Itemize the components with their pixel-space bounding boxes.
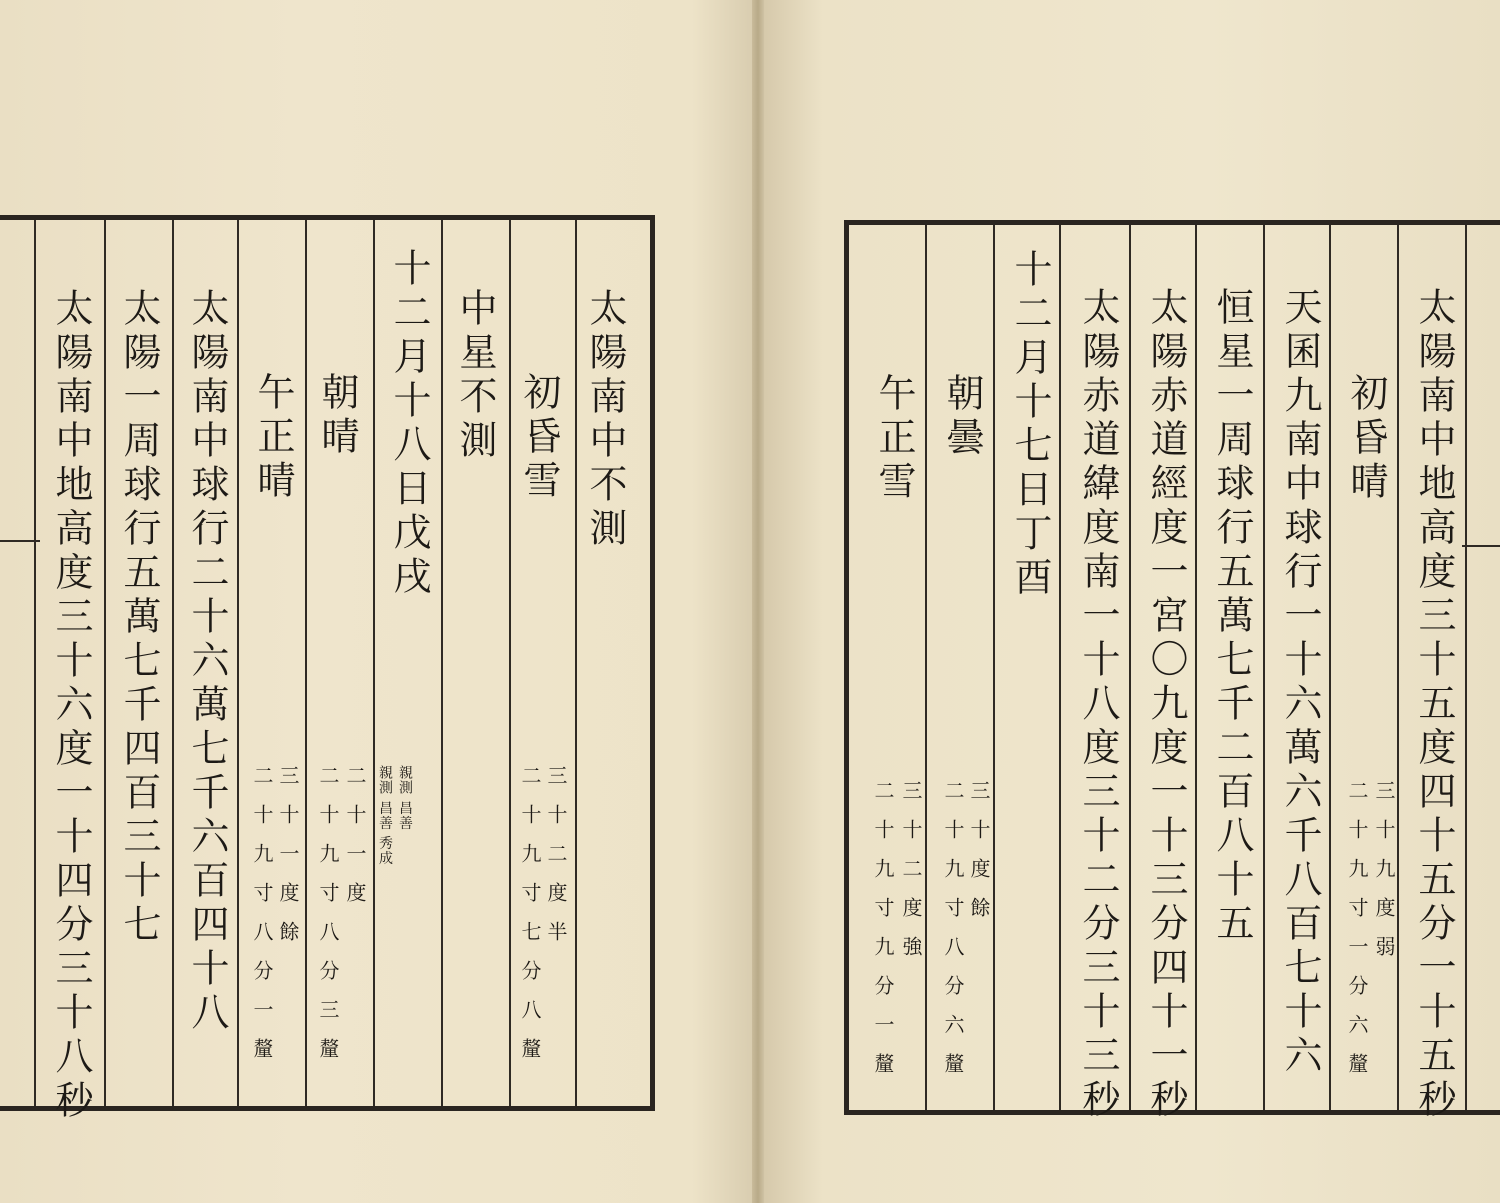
column-note: 二十一度 [343,765,367,921]
column-text: 朝曇 [940,373,984,461]
column-text: 朝晴 [315,372,359,460]
column-text: 午正雪 [872,373,916,505]
column-note: 二十九寸八分一釐 [250,765,274,1077]
column-note: 二十九寸八分六釐 [941,780,965,1092]
column-note: 二十九寸九分一釐 [871,780,895,1092]
column-text: 恒星一周球行五萬七千二百八十五 [1210,287,1254,947]
left-page-frame [0,215,655,1124]
right-page-frame [844,220,1500,1123]
column-text: 太陽赤道經度一宮〇九度一十三分四十一秒 [1144,287,1188,1123]
column-text: 天囷九南中球行一十六萬六千八百七十六 [1278,287,1322,1079]
column-text: 太陽赤道緯度南一十八度三十二分三十三秒 [1076,287,1120,1123]
column-text: 太陽南中地高度三十六度一十四分三十八秒 [49,288,93,1124]
column-text: 初昏雪 [517,372,561,504]
column-text: 十二月十七日丁酉 [1008,249,1052,601]
column-text: 太陽南中地高度三十五度四十五分一十五秒 [1412,287,1456,1123]
column-note: 三十九度弱 [1372,780,1396,975]
column-note: 三十一度餘 [276,765,300,960]
column-text: 太陽南中不測 [583,288,627,552]
column-text: 初昏晴 [1344,373,1388,505]
column-text: 中星不測 [453,288,497,464]
column-text: 十二月十八日戊戌 [387,248,431,600]
column-note: 親測 昌善 秀成 [377,765,393,866]
column-note: 二十九寸八分三釐 [316,765,340,1077]
column-note: 二十九寸一分六釐 [1345,780,1369,1092]
column-note: 三十二度強 [899,780,923,975]
column-text: 午正晴 [251,372,295,504]
book-gutter [752,0,764,1203]
column-text: 太陽一周球行五萬七千四百三十七 [117,288,161,948]
column-note: 親測 昌善 [397,765,413,831]
column-note: 三十二度半 [544,765,568,960]
column-rule [0,220,36,1106]
column-text: 太陽南中球行二十六萬七千六百四十八 [185,288,229,1036]
column-note: 三十度餘 [967,780,991,936]
column-note: 二十九寸七分八釐 [518,765,542,1077]
